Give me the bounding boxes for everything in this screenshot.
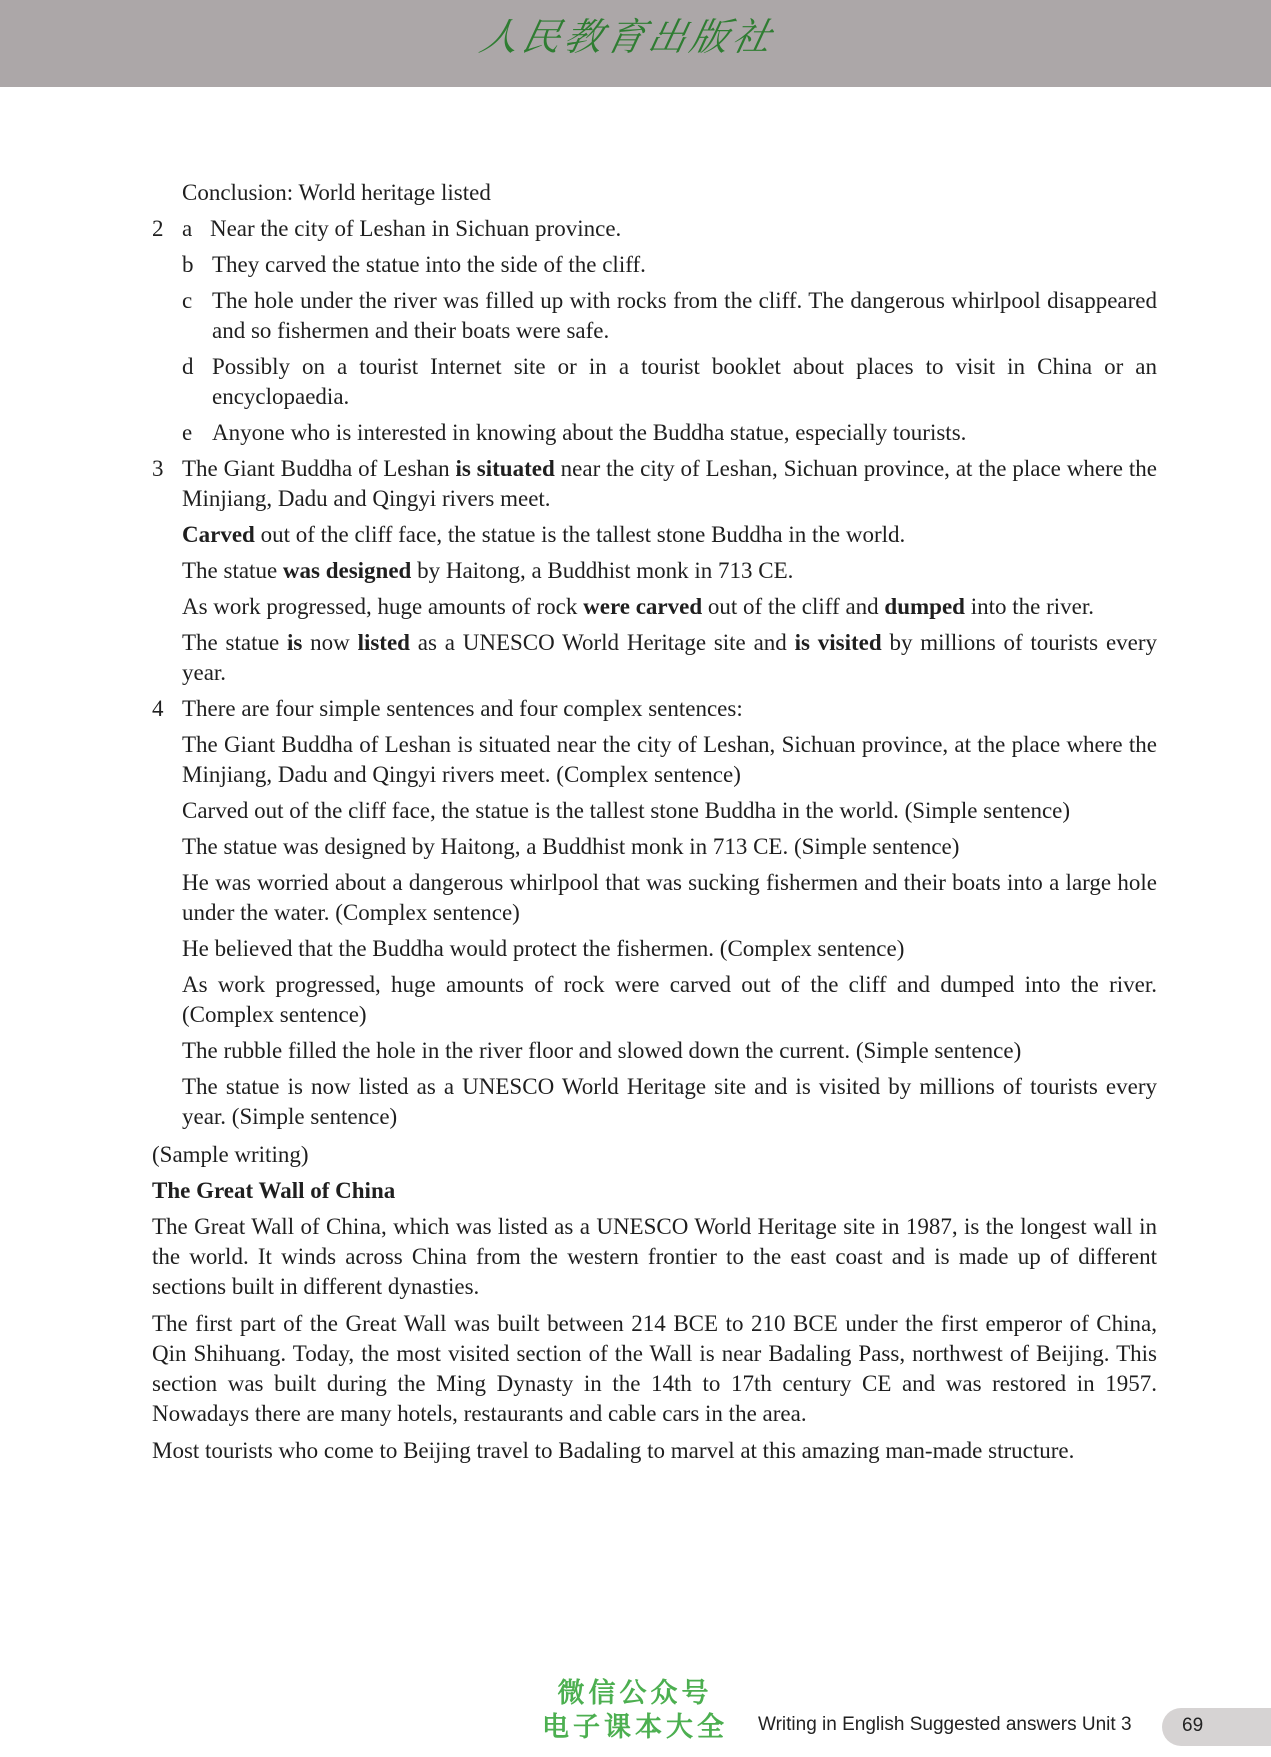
sample-paragraph: The first part of the Great Wall was built between 214 BCE to 210 BCE under the first emperor of China, Qin Shihuang. Today, the most visited section of the Wall is near Badaling Pass, northwest of Beijing. This section was built during the Ming Dynasty in the 14th to 17th century CE and was restored in 1957. Nowadays there are many hotels, restaurants and cable cars in the area.	[152, 1311, 1157, 1426]
q2-item-a-text: Near the city of Leshan in Sichuan province.	[209, 216, 622, 241]
q3-sentence-2	[152, 520, 1157, 550]
sentence-part: out of the cliff and	[702, 594, 885, 619]
q3-sentence-4	[152, 592, 1157, 622]
bold-passive: listed	[357, 630, 410, 655]
bold-passive: Carved	[182, 522, 255, 547]
q2-item-b	[152, 250, 1157, 280]
sentence-part: The Giant Buddha of Leshan	[182, 456, 456, 481]
footer-caption: Writing in English Suggested answers Unit 3	[758, 1714, 1132, 1735]
question-number: 3	[152, 456, 164, 481]
sentence-part: near the city of Leshan, Sichuan province, at the place where the Minjiang, Dadu and Qingyi rivers meet.	[182, 456, 1157, 511]
bold-passive: is	[287, 630, 303, 655]
watermark-line-1: 微信公众号	[557, 1678, 713, 1709]
q4-sentence: The statue is now listed as a UNESCO World Heritage site and is visited by millions of tourists every year. (Simple sentence)	[182, 1074, 1157, 1129]
page-number: 69	[1182, 1715, 1204, 1736]
item-text: Anyone who is interested in knowing about the Buddha statue, especially tourists.	[212, 420, 967, 445]
q3-sentence-5	[152, 628, 1157, 688]
watermark	[520, 1677, 750, 1745]
sentence-part: The statue	[182, 630, 288, 655]
sentence-part: out of the cliff face, the statue is the tallest stone Buddha in the world.	[254, 522, 906, 547]
q3-sentence-3	[152, 556, 1157, 586]
sentence-part: The statue	[182, 558, 283, 583]
answers-content	[152, 178, 1157, 1473]
publisher-logo: 人民教育出版社	[476, 15, 780, 59]
sample-writing-label: (Sample writing)	[152, 1142, 309, 1167]
bold-passive: was designed	[282, 558, 412, 583]
item-letter: d	[182, 354, 194, 379]
conclusion-line: Conclusion: World heritage listed	[182, 180, 491, 205]
sample-paragraph: Most tourists who come to Beijing travel to Badaling to marvel at this amazing man-made structure.	[152, 1438, 1075, 1463]
sample-title: The Great Wall of China	[152, 1178, 396, 1203]
q2-item-c	[152, 286, 1157, 346]
bold-passive: were carved	[583, 594, 703, 619]
q4-sentence: The Giant Buddha of Leshan is situated near the city of Leshan, Sichuan province, at the place where the Minjiang, Dadu and Qingyi rivers meet. (Complex sentence)	[182, 732, 1157, 787]
bold-passive: is situated	[455, 456, 555, 481]
watermark-line-2: 电子课本大全	[542, 1712, 728, 1743]
header-band	[0, 0, 1271, 87]
q4-sentence: He believed that the Buddha would protect the fishermen. (Complex sentence)	[182, 936, 905, 961]
q2-item-e	[152, 418, 1157, 448]
sentence-part: now	[302, 630, 358, 655]
question-number: 4	[152, 696, 164, 721]
q4-sentence: Carved out of the cliff face, the statue is the tallest stone Buddha in the world. (Simple sentence)	[182, 798, 1071, 823]
q4-sentence: As work progressed, huge amounts of rock were carved out of the cliff and dumped into the river. (Complex sentence)	[182, 972, 1157, 1027]
question-2	[152, 214, 1157, 244]
sentence-part: as a UNESCO World Heritage site and	[409, 630, 795, 655]
item-letter: c	[182, 288, 193, 313]
sentence-part: by Haitong, a Buddhist monk in 713 CE.	[411, 558, 794, 583]
item-text: They carved the statue into the side of the cliff.	[212, 252, 646, 277]
q4-sentence: The rubble filled the hole in the river floor and slowed down the current. (Simple sentence)	[182, 1038, 1022, 1063]
question-3	[152, 454, 1157, 514]
q4-intro: There are four simple sentences and four complex sentences:	[182, 696, 743, 721]
bold-passive: dumped	[884, 594, 965, 619]
bold-passive: is visited	[794, 630, 882, 655]
question-4	[152, 694, 1157, 724]
sample-paragraph: The Great Wall of China, which was listed as a UNESCO World Heritage site in 1987, is the longest wall in the world. It winds across China from the western frontier to the east coast and is made up of different sections built in different dynasties.	[152, 1214, 1157, 1299]
q2-item-d	[152, 352, 1157, 412]
item-text: The hole under the river was filled up with rocks from the cliff. The dangerous whirlpool disappeared and so fishermen and their boats were safe.	[212, 288, 1157, 343]
sentence-part: into the river.	[964, 594, 1094, 619]
sentence-part: As work progressed, huge amounts of rock	[182, 594, 584, 619]
q4-sentence: He was worried about a dangerous whirlpool that was sucking fishermen and their boats into a large hole under the water. (Complex sentence)	[182, 870, 1157, 925]
sentence-part: by millions of tourists every year.	[182, 630, 1158, 685]
item-letter: e	[182, 420, 193, 445]
item-text: Possibly on a tourist Internet site or in a tourist booklet about places to visit in China or an encyclopaedia.	[212, 354, 1157, 409]
item-letter: b	[182, 252, 194, 277]
q4-sentence: The statue was designed by Haitong, a Buddhist monk in 713 CE. (Simple sentence)	[182, 834, 960, 859]
question-number: 2	[152, 216, 164, 241]
page-number-tab	[1162, 1708, 1271, 1746]
q2-item-a-letter: a	[182, 216, 193, 241]
